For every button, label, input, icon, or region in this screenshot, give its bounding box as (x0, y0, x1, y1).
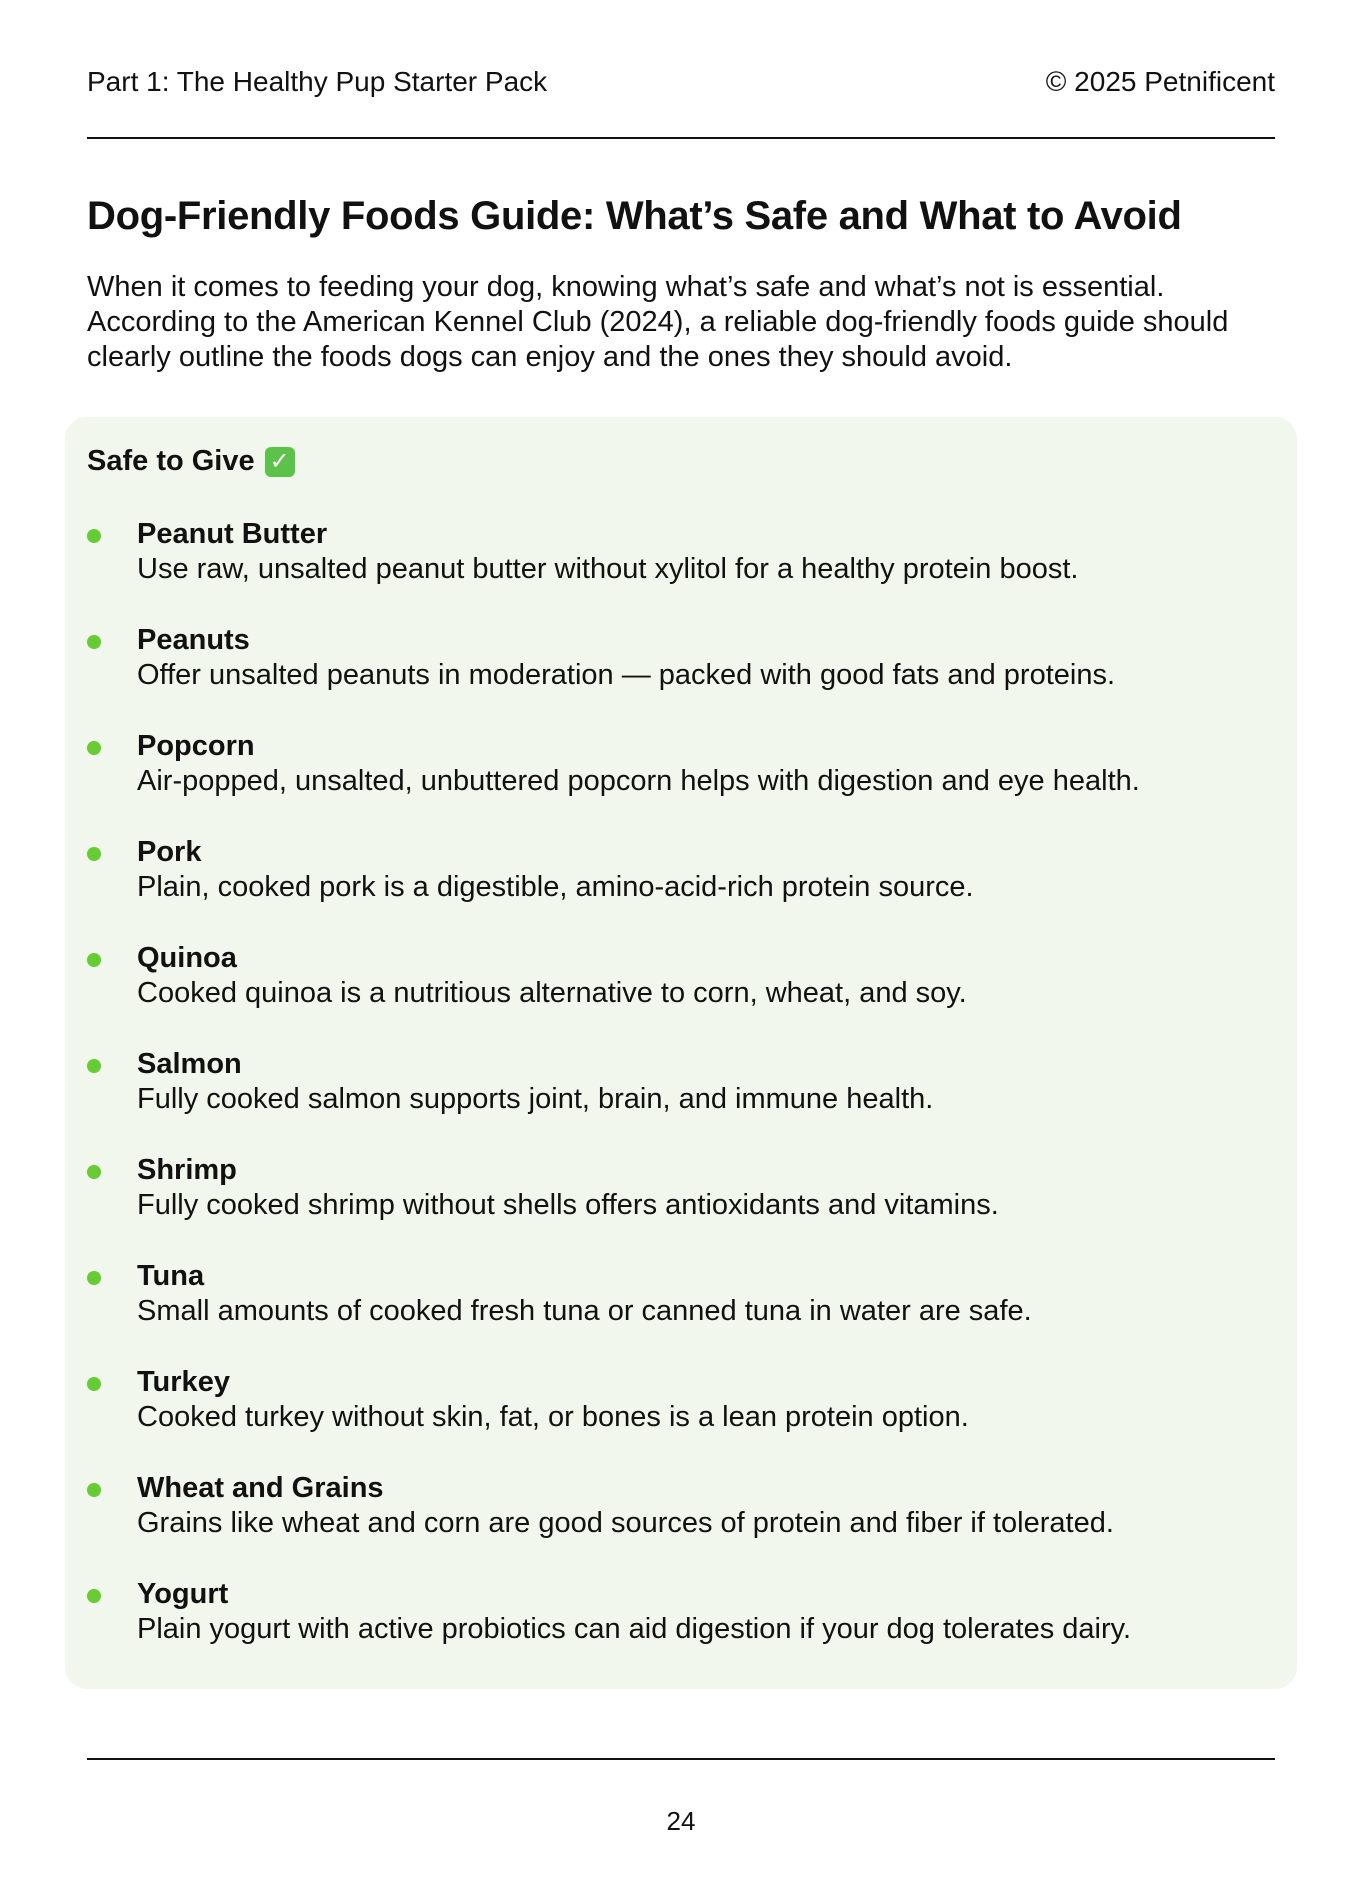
safe-to-give-heading (87, 445, 295, 478)
safe-to-give-title: Safe to Give (87, 445, 255, 477)
list-item (87, 941, 1277, 1047)
bullet-icon (87, 953, 101, 967)
food-name: Peanut Butter (137, 518, 328, 550)
food-name: Wheat and Grains (137, 1472, 384, 1504)
bullet-icon (87, 529, 101, 543)
food-description: Use raw, unsalted peanut butter without xylitol for a healthy protein boost. (137, 553, 1079, 585)
food-name: Turkey (137, 1366, 230, 1398)
list-item (87, 729, 1277, 835)
food-name: Quinoa (137, 942, 237, 974)
list-item (87, 1471, 1277, 1577)
food-name: Pork (137, 836, 202, 868)
food-description: Offer unsalted peanuts in moderation — packed with good fats and proteins. (137, 659, 1116, 691)
food-name: Yogurt (137, 1578, 229, 1610)
food-name: Shrimp (137, 1154, 237, 1186)
bullet-icon (87, 1165, 101, 1179)
list-item (87, 1577, 1277, 1683)
food-description: Grains like wheat and corn are good sources of protein and fiber if tolerated. (137, 1507, 1114, 1539)
list-item (87, 623, 1277, 729)
bullet-icon (87, 847, 101, 861)
list-item (87, 1153, 1277, 1259)
bullet-icon (87, 1271, 101, 1285)
safe-foods-list (87, 517, 1277, 1683)
header-part-title: Part 1: The Healthy Pup Starter Pack (87, 66, 548, 97)
list-item (87, 1259, 1277, 1365)
food-description: Small amounts of cooked fresh tuna or canned tuna in water are safe. (137, 1295, 1032, 1327)
food-description: Plain yogurt with active probiotics can aid digestion if your dog tolerates dairy. (137, 1613, 1132, 1645)
bullet-icon (87, 1059, 101, 1073)
food-name: Salmon (137, 1048, 242, 1080)
food-description: Plain, cooked pork is a digestible, amino-acid-rich protein source. (137, 871, 974, 903)
list-item (87, 1365, 1277, 1471)
food-description: Cooked quinoa is a nutritious alternative to corn, wheat, and soy. (137, 977, 967, 1009)
food-description: Air-popped, unsalted, unbuttered popcorn helps with digestion and eye health. (137, 765, 1140, 797)
footer-divider (87, 1758, 1275, 1760)
page-header (87, 62, 1275, 102)
list-item (87, 517, 1277, 623)
bullet-icon (87, 1483, 101, 1497)
food-description: Cooked turkey without skin, fat, or bones is a lean protein option. (137, 1401, 969, 1433)
food-description: Fully cooked salmon supports joint, brain, and immune health. (137, 1083, 934, 1115)
list-item (87, 835, 1277, 941)
header-divider (87, 137, 1275, 139)
intro-paragraph: When it comes to feeding your dog, knowing what’s safe and what’s not is essential. According to the American Kennel Club (2024), a reliable dog-friendly foods guide should clearly outline the foods dogs can enjoy and the ones they should avoid. (87, 271, 1229, 373)
bullet-icon (87, 635, 101, 649)
list-item (87, 1047, 1277, 1153)
check-mark-icon: ✓ (265, 447, 295, 477)
page-title: Dog-Friendly Foods Guide: What’s Safe and What to Avoid (87, 194, 1182, 238)
bullet-icon (87, 1589, 101, 1603)
bullet-icon (87, 1377, 101, 1391)
page-number: 24 (666, 1806, 696, 1836)
food-name: Tuna (137, 1260, 205, 1292)
bullet-icon (87, 741, 101, 755)
food-name: Peanuts (137, 624, 250, 656)
food-description: Fully cooked shrimp without shells offers antioxidants and vitamins. (137, 1189, 999, 1221)
safe-to-give-panel (65, 417, 1297, 1689)
header-copyright: © 2025 Petnificent (1045, 66, 1275, 97)
food-name: Popcorn (137, 730, 255, 762)
